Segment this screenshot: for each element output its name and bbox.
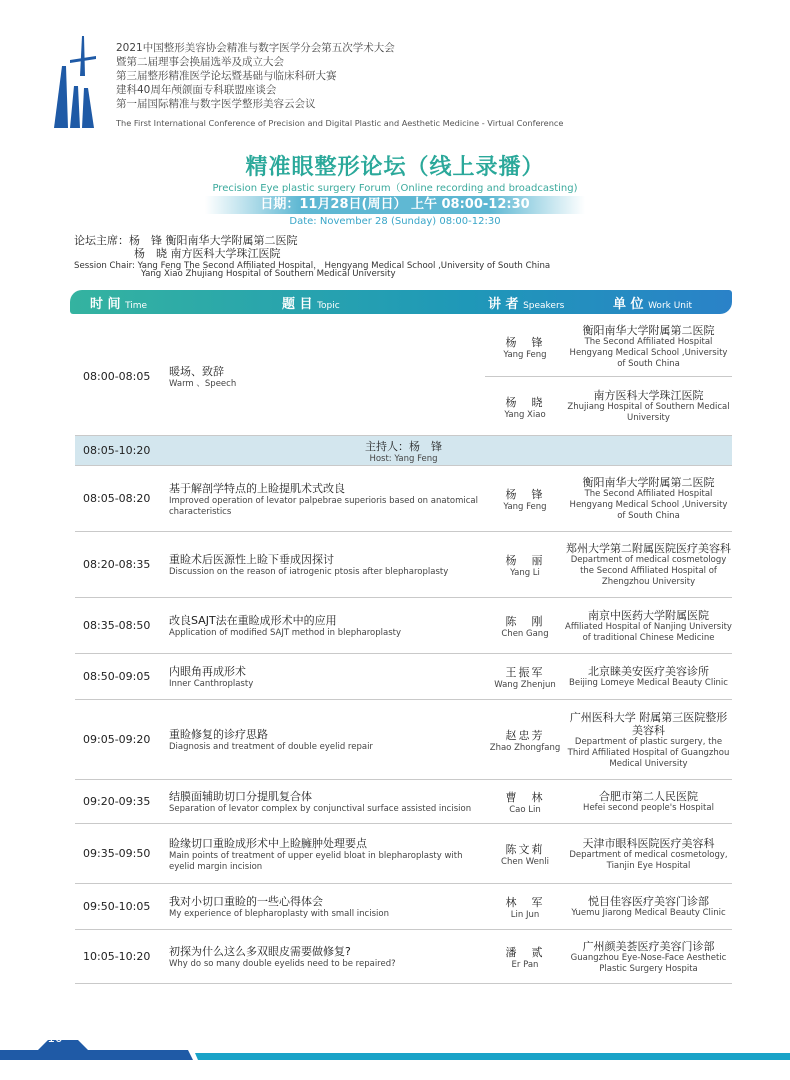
- work-unit-cell: [565, 377, 732, 436]
- session-chair-en-1: Session Chair: Yang Feng The Second Affiliated Hospital， Hengyang Medical School ,University of South China: [74, 261, 551, 271]
- unit-cn: 广州医科大学 附属第三医院整形美容科: [569, 710, 728, 737]
- unit-en: The Second Affiliated Hospital Hengyang Medical School ,University of South China: [569, 489, 728, 521]
- topic-en: Improved operation of levator palpebrae superioris based on anatomical characteristics: [169, 495, 478, 517]
- unit-en: Affiliated Hospital of Nanjing University of traditional Chinese Medicine: [565, 621, 732, 643]
- time-cell: 10:05-10:20: [83, 950, 151, 963]
- speaker-entry: [485, 884, 732, 930]
- unit-cn: 南方医科大学珠江医院: [593, 389, 704, 402]
- speaker-en: Yang Feng: [503, 350, 547, 360]
- time-cell: 08:05-10:20: [83, 444, 151, 457]
- table-row: [75, 466, 732, 532]
- topic-en: Warm 、Speech: [169, 379, 237, 389]
- speaker-en: Lin Jun: [510, 910, 540, 920]
- speaker-entry: [485, 532, 732, 598]
- time-cell: 08:50-09:05: [83, 670, 151, 683]
- speaker-cell: [485, 930, 565, 984]
- unit-cn: 悦目佳容医疗美容门诊部: [588, 895, 709, 908]
- unit-cn: 合肥市第二人民医院: [599, 790, 698, 803]
- forum-date-cn: 日期：11月28日(周日） 上午 08:00-12:30: [205, 196, 585, 214]
- unit-cn: 南京中医药大学附属医院: [588, 608, 709, 622]
- time-cell: 09:05-09:20: [83, 733, 151, 746]
- topic-en: Application of modified SAJT method in blepharoplasty: [169, 628, 401, 638]
- speaker-en: Wang Zhenjun: [494, 680, 556, 690]
- table-row: [75, 884, 732, 930]
- work-unit-cell: [565, 930, 732, 984]
- forum-title: 精准眼整形论坛（线上录播）: [245, 155, 545, 180]
- unit-en: The Second Affiliated Hospital Hengyang Medical School ,University of South China: [569, 337, 728, 369]
- table-row: [75, 654, 732, 700]
- host-row: [75, 436, 732, 466]
- header-english: The First International Conference of Precision and Digital Plastic and Aesthetic Medicine - Virtual Conference: [116, 118, 564, 128]
- topic-en: Inner Canthroplasty: [169, 679, 254, 689]
- speaker-cell: [485, 700, 565, 780]
- time-cell: 08:20-08:35: [83, 558, 151, 571]
- time-cell: 08:00-08:05: [83, 370, 151, 383]
- unit-en: Zhujiang Hospital of Southern Medical University: [567, 402, 730, 423]
- speaker-cn: 陈 刚: [505, 615, 545, 628]
- topic-cn: 我对小切口重睑的一些心得体会: [169, 895, 323, 908]
- header-line: 建科40周年颅颌面专科联盟座谈会: [116, 84, 277, 96]
- time-cell: 09:50-10:05: [83, 900, 151, 913]
- speaker-cell: [485, 466, 565, 532]
- speaker-cn: 潘 贰: [505, 946, 545, 959]
- work-unit-cell: [565, 780, 732, 824]
- speaker-cell: [485, 377, 565, 436]
- table-row: [75, 780, 732, 824]
- topic-cell: [169, 930, 489, 983]
- unit-en: Department of plastic surgery, the Third Affiliated Hospital of Guangzhou Medical University: [567, 736, 730, 769]
- speaker-entry: [485, 598, 732, 654]
- speaker-cn: 王振军: [505, 666, 545, 679]
- speaker-entry: [485, 654, 732, 700]
- speaker-cn: 赵忠芳: [505, 729, 545, 742]
- unit-en: Yuemu Jiarong Medical Beauty Clinic: [571, 908, 726, 918]
- unit-cn: 衡阳南华大学附属第二医院: [582, 476, 715, 489]
- unit-en: Guangzhou Eye-Nose-Face Aesthetic Plastic Surgery Hospita: [570, 952, 727, 974]
- topic-cn: 重睑修复的诊疗思路: [169, 728, 268, 741]
- host-cell: [75, 436, 732, 465]
- speaker-entry: [485, 824, 732, 884]
- unit-cn: 北京睐美安医疗美容诊所: [588, 665, 709, 678]
- unit-en: Department of medical cosmetology the Second Affiliated Hospital of Zhengzhou University: [570, 555, 727, 587]
- table-row: [75, 318, 732, 436]
- speaker-en: Yang Xiao: [504, 409, 546, 420]
- unit-cn: 郑州大学第二附属医院医疗美容科: [566, 542, 731, 555]
- page-number: 10: [47, 1031, 63, 1045]
- topic-cn: 重睑术后医源性上睑下垂成因探讨: [169, 553, 334, 566]
- topic-en: Why do so many double eyelids need to be repaired?: [169, 959, 396, 969]
- work-unit-cell: [565, 466, 732, 532]
- topic-cn: 结膜面辅助切口分提肌复合体: [169, 790, 312, 803]
- header-line: 暨第二届理事会换届选举及成立大会: [116, 56, 284, 68]
- unit-en: Beijing Lomeye Medical Beauty Clinic: [569, 678, 728, 688]
- table-row: [75, 930, 732, 984]
- topic-cn: 内眼角再成形术: [169, 665, 246, 678]
- unit-cn: 衡阳南华大学附属第二医院: [582, 324, 715, 337]
- topic-cell: [169, 884, 489, 929]
- session-chair-cn-1: 论坛主席：杨 锋 衡阳南华大学附属第二医院: [74, 234, 298, 247]
- topic-cell: [169, 654, 489, 699]
- work-unit-cell: [565, 532, 732, 598]
- table-row: [75, 532, 732, 598]
- topic-cn: 睑缘切口重睑成形术中上睑臃肿处理要点: [169, 836, 367, 850]
- unit-cn: 广州颜美荟医疗美容门诊部: [582, 939, 715, 953]
- speaker-en: Yang Li: [510, 568, 540, 578]
- speaker-entry: [485, 930, 732, 984]
- unit-en: Department of medical cosmetology, Tianjin Eye Hospital: [569, 849, 728, 871]
- header-line: 第一届国际精准与数字医学整形美容云会议: [116, 98, 316, 110]
- topic-cell: [169, 700, 489, 779]
- topic-cell: [169, 532, 489, 597]
- speaker-cn: 曹 林: [505, 791, 545, 804]
- topic-cn: 暖场、致辞: [169, 365, 224, 378]
- topic-cell: [169, 824, 489, 883]
- speaker-cn: 陈文莉: [505, 843, 545, 856]
- speaker-cell: [485, 884, 565, 930]
- work-unit-cell: [565, 318, 732, 376]
- speaker-cn: 杨 锋: [505, 336, 545, 349]
- speaker-en: Yang Feng: [503, 502, 547, 512]
- speaker-cell: [485, 654, 565, 700]
- host-en: Host: Yang Feng: [369, 453, 438, 464]
- speaker-cn: 杨 锋: [505, 488, 545, 501]
- speaker-entry: [485, 318, 732, 377]
- header-line: 2021中国整形美容协会精准与数字医学分会第五次学术大会: [116, 42, 395, 54]
- speaker-en: Zhao Zhongfang: [489, 743, 561, 753]
- work-unit-cell: [565, 824, 732, 884]
- topic-cell: [169, 780, 489, 823]
- unit-cn: 天津市眼科医院医疗美容科: [582, 836, 715, 850]
- speaker-en: Cao Lin: [509, 805, 541, 815]
- session-chair-en-2: Yang Xiao Zhujiang Hospital of Southern Medical University: [141, 269, 396, 279]
- topic-cn: 初探为什么这么多双眼皮需要做修复?: [169, 945, 351, 958]
- time-cell: 09:20-09:35: [83, 795, 151, 808]
- time-cell: 08:05-08:20: [83, 492, 151, 505]
- unit-en: Hefei second people's Hospital: [583, 803, 714, 813]
- topic-en: Discussion on the reason of iatrogenic ptosis after blepharoplasty: [169, 567, 449, 577]
- work-unit-cell: [565, 598, 732, 654]
- topic-cell: [169, 598, 489, 653]
- time-cell: 09:35-09:50: [83, 847, 151, 860]
- host-cn: 主持人：杨 锋: [365, 439, 442, 453]
- work-unit-cell: [565, 884, 732, 930]
- speaker-cn: 杨 晓: [505, 395, 545, 409]
- speaker-cell: [485, 318, 565, 376]
- forum-date-en: Date: November 28 (Sunday) 08:00-12:30: [289, 216, 501, 227]
- conference-logo: [52, 36, 96, 128]
- speaker-en: Er Pan: [511, 960, 539, 970]
- work-unit-cell: [565, 654, 732, 700]
- speaker-en: Chen Wenli: [501, 857, 549, 867]
- header-topic: 题 目 Topic: [282, 297, 340, 312]
- session-chair-cn-2: 杨 晓 南方医科大学珠江医院: [134, 247, 281, 260]
- speaker-cell: [485, 824, 565, 884]
- speaker-cell: [485, 532, 565, 598]
- topic-en: Separation of levator complex by conjunctival surface assisted incision: [169, 804, 472, 814]
- topic-cn: 改良SAJT法在重睑成形术中的应用: [169, 614, 337, 627]
- time-cell: 08:35-08:50: [83, 619, 151, 632]
- speaker-cell: [485, 598, 565, 654]
- header-speakers: 讲 者 Speakers: [488, 297, 565, 312]
- table-row: [75, 824, 732, 884]
- footer-bar: [0, 1040, 790, 1060]
- header-work-unit: 单 位 Work Unit: [613, 297, 693, 312]
- topic-cell: [169, 318, 489, 435]
- table-row: [75, 598, 732, 654]
- topic-en: Diagnosis and treatment of double eyelid repair: [169, 742, 373, 752]
- table-header: [70, 290, 732, 314]
- speaker-entry: [485, 377, 732, 436]
- topic-en: My experience of blepharoplasty with small incision: [169, 909, 389, 919]
- table-row: [75, 700, 732, 780]
- topic-cell: [169, 466, 489, 531]
- speaker-en: Chen Gang: [501, 629, 549, 639]
- topic-cn: 基于解剖学特点的上睑提肌术式改良: [169, 481, 345, 495]
- speaker-cell: [485, 780, 565, 824]
- speaker-cn: 林 军: [505, 896, 545, 909]
- header-time: 时 间 Time: [90, 297, 148, 312]
- header-line: 第三届整形精准医学论坛暨基础与临床科研大赛: [116, 70, 337, 82]
- topic-en: Main points of treatment of upper eyelid bloat in blepharoplasty with eyelid margin incision: [169, 850, 463, 872]
- forum-subtitle: Precision Eye plastic surgery Forum（Online recording and broadcasting): [212, 183, 578, 194]
- speaker-entry: [485, 466, 732, 532]
- speaker-cn: 杨 丽: [505, 554, 545, 567]
- speaker-entry: [485, 780, 732, 824]
- speaker-entry: [485, 700, 732, 780]
- work-unit-cell: [565, 700, 732, 780]
